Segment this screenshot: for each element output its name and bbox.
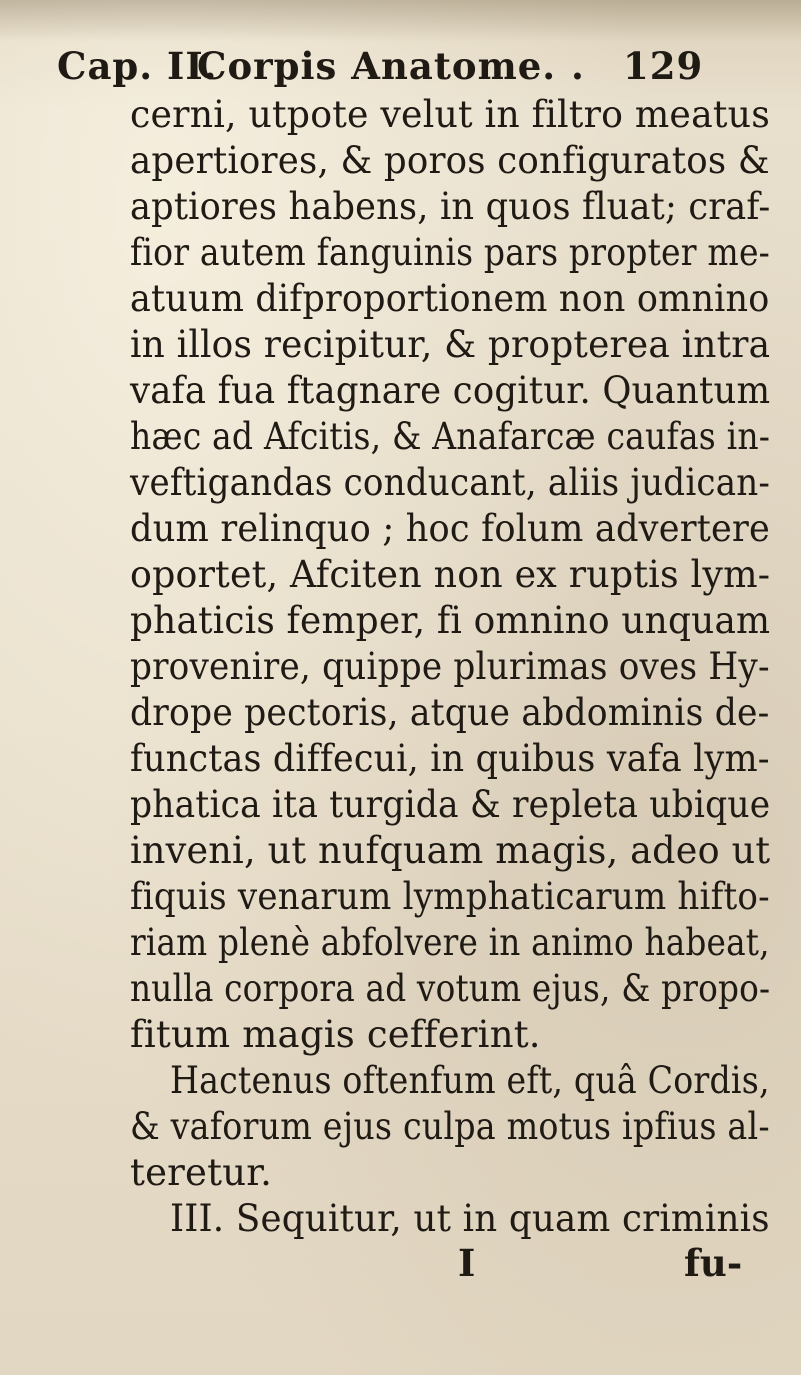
text-line: functas diffecui, in quibus vafa lym- [130, 737, 770, 780]
header-separator: . [571, 44, 585, 88]
text-line: vafa fua ftagnare cogitur. Quantum [130, 369, 771, 412]
page-number: 129 [623, 44, 704, 88]
text-line: fiquis venarum lymphaticarum hifto- [130, 875, 770, 918]
header-chapter: Cap. II. [57, 44, 218, 88]
text-line: dum relinquo ; hoc folum advertere [130, 507, 770, 550]
signature-mark: I [458, 1241, 476, 1285]
text-line: teretur. [130, 1151, 273, 1194]
header-title: Corpis Anatome. [197, 44, 557, 88]
text-line: provenire, quippe plurimas oves Hy- [130, 645, 770, 688]
catchword: fu- [684, 1241, 743, 1285]
text-line: aptiores habens, in quos fluat; craf- [130, 185, 771, 228]
text-line: veftigandas conducant, aliis judican- [130, 461, 771, 504]
running-header [57, 44, 757, 92]
text-line: hæc ad Afcitis, & Anafarcæ caufas in- [130, 415, 771, 458]
text-line: fior autem fanguinis pars propter me- [130, 231, 771, 274]
text-line: & vaforum ejus culpa motus ipfius al- [130, 1105, 770, 1148]
text-line: cerni, utpote velut in filtro meatus [130, 93, 771, 136]
text-line: atuum difproportionem non omnino [130, 277, 770, 320]
paragraph-first-line: Hactenus oftenfum eft, quâ Cordis, [170, 1059, 770, 1102]
text-line: phaticis femper, fi omnino unquam [130, 599, 771, 642]
text-line: riam plenè abfolvere in animo habeat, [130, 921, 770, 964]
text-line: oportet, Afciten non ex ruptis lym- [130, 553, 771, 596]
text-line: in illos recipitur, & propterea intra [130, 323, 771, 366]
text-line: phatica ita turgida & repleta ubique [130, 783, 771, 826]
text-line: nulla corpora ad votum ejus, & propo- [130, 967, 771, 1010]
paragraph-first-line: III. Sequitur, ut in quam criminis [170, 1197, 770, 1240]
text-line: apertiores, & poros configuratos & [130, 139, 770, 182]
text-line: inveni, ut nufquam magis, adeo ut [130, 829, 771, 872]
text-line: drope pectoris, atque abdominis de- [130, 691, 770, 734]
text-line: fitum magis cefferint. [130, 1013, 541, 1056]
page-edge-shadow [0, 0, 801, 42]
